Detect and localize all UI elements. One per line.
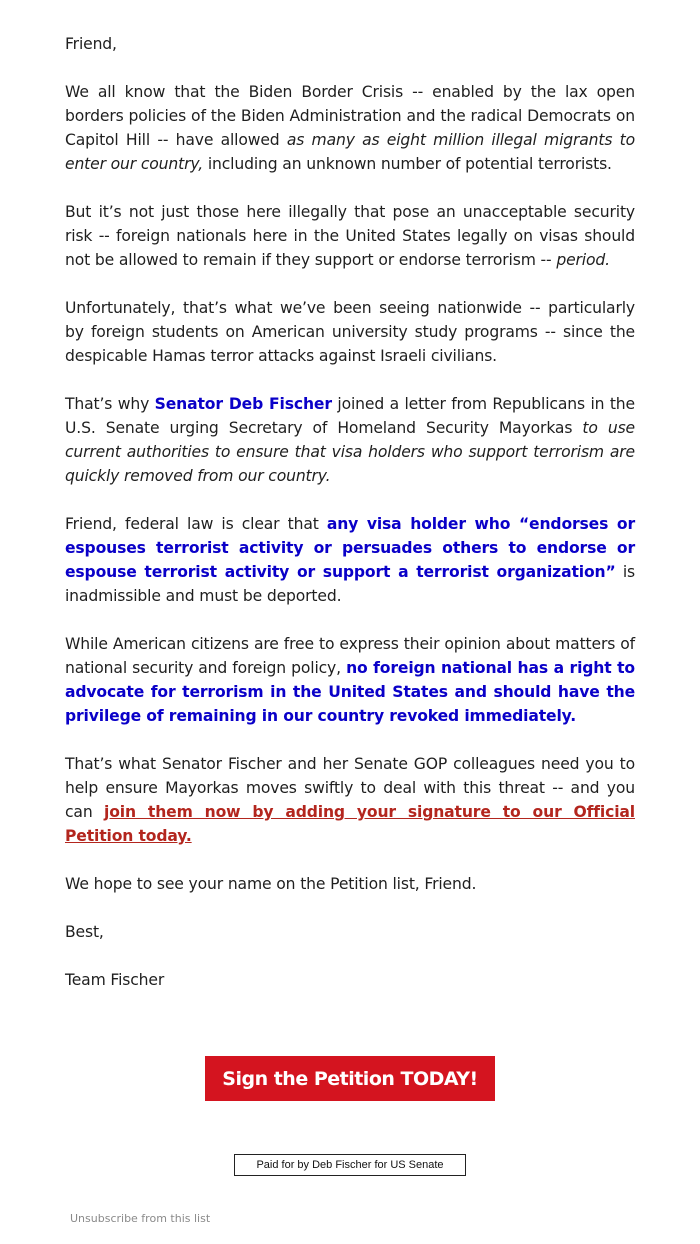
text: Friend, federal law is clear that [65,515,327,533]
signature: Team Fischer [65,971,165,989]
text: joined a letter from Republicans in the U.S. Senate urging Secretary of Homeland Security Mayorkas [65,395,635,437]
text: But it’s not just those here illegally that pose an unacceptable security risk -- foreign nationals here in the United States legally on visas should not be allowed to remain if they support or endorse terrorism -- [65,203,635,269]
text: While American citizens are free to express their opinion about matters of national security and foreign policy, [65,635,635,677]
sign-petition-button[interactable]: Sign the Petition TODAY! [205,1056,495,1101]
text: We all know that the Biden Border Crisis -- enabled by the lax open borders policies of the Biden Administration and the radical Democrats on Capitol Hill -- have allowed [65,83,635,149]
text: That’s what Senator Fischer and her Senate GOP colleagues need you to help ensure Mayorkas moves swiftly to deal with this threat -- and you can [65,755,635,821]
paragraph-security-risk [65,200,635,272]
bold-statement: no foreign national has a right to advocate for terrorism in the United States and should have the privilege of remaining in our country revoked immediately. [65,659,635,725]
petition-link[interactable]: join them now by adding your signature to our Official Petition today. [65,803,635,845]
signoff: Best, [65,923,104,941]
paragraph-nationwide: Unfortunately, that’s what we’ve been seeing nationwide -- particularly by foreign students on American university study programs -- since the despicable Hamas terror attacks against Israeli civilians. [65,299,635,365]
paid-for-disclaimer: Paid for by Deb Fischer for US Senate [234,1154,466,1176]
paragraph-border-crisis [65,80,635,176]
italic-text: as many as eight million illegal migrants to enter our country, [65,131,636,173]
bold-quote: any visa holder who “endorses or espouses terrorist activity or persuades others to endorse or espouse terrorist activity or support a terrorist organization” [65,515,635,581]
email-body [65,32,635,1016]
greeting: Friend, [65,35,117,53]
paragraph-hope: We hope to see your name on the Petition list, Friend. [65,875,477,893]
italic-text: to use current authorities to ensure that visa holders who support terrorism are quickly removed from our country. [65,419,635,485]
paragraph-call-to-action [65,752,635,848]
text: is inadmissible and must be deported. [65,563,636,605]
paragraph-american-citizens [65,632,635,728]
paragraph-senate-letter [65,392,635,488]
italic-text: period. [556,251,610,269]
text: That’s why [65,395,155,413]
unsubscribe-link[interactable]: Unsubscribe from this list [70,1212,211,1225]
paragraph-federal-law [65,512,635,608]
text: including an unknown number of potential terrorists. [203,155,612,173]
senator-name: Senator Deb Fischer [154,395,332,413]
